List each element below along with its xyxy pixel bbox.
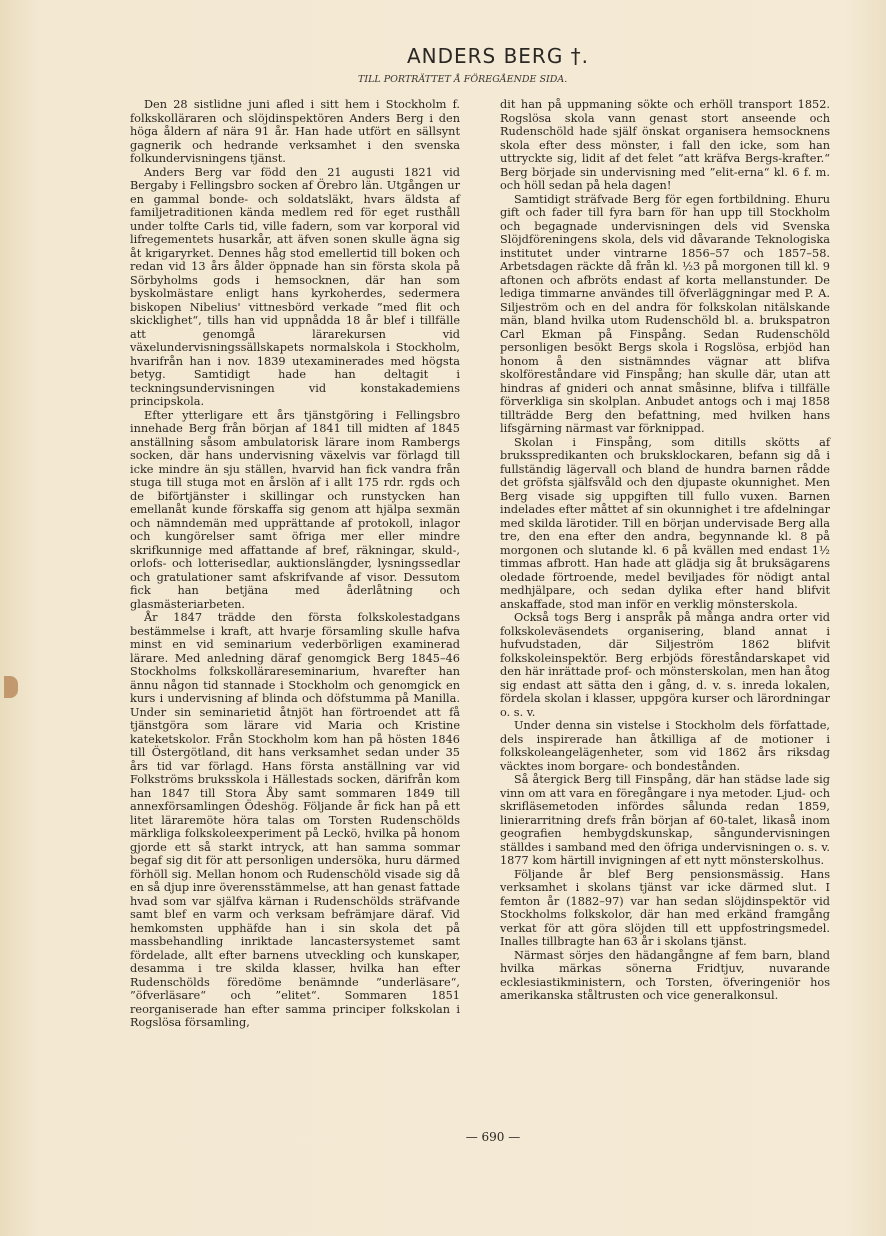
paragraph: dit han på uppmaning sökte och erhöll transport 1852. Rogslösa skola vann genast stort anseende och Rudenschöld hade själf önskat organisera hemsocknens skola efter dess mönster, i fall den icke, som han uttryckte sig, lidit af det felet ”att kräfva Bergs-krafter.“ Berg började sin undervisning med ”elit-erna“ kl. 6 f. m. och höll sedan på hela dagen! xyxy=(500,98,830,192)
paragraph: Samtidigt sträfvade Berg för egen fortbildning. Ehuru gift och fader till fyra barn för han upp till Stockholm och begagnade undervisningen dels vid Svenska Slöjdföreningens skola, dels vid dåvarande Teknologiska institutet under vintrarne 1856–57 och 1857–58. Arbetsdagen räckte då från kl. ½3 på morgonen till kl. 9 aftonen och afbröts endast af korta mellanstunder. De lediga timmarne användes till öfverläggningar med P. A. Siljeström och en del andra för folkskolan nitälskande män, bland hvilka utom Rudenschöld bl. a. brukspatron Carl Ekman på Finspång. Sedan Rudenschöld personligen besökt Bergs skola i Rogslösa, erbjöd han honom å den sistnämndes vägnar att blifva skolföreståndare vid Finspång; han skulle där, utan att hindras af gnideri och annat småsinne, blifva i tillfälle förverkliga sin skolplan. Anbudet antogs och i maj 1858 tillträdde Berg den befattning, med hvilken hans lifsgärning närmast var förknippad. xyxy=(500,192,830,435)
paragraph: Anders Berg var född den 21 augusti 1821 vid Bergaby i Fellingsbro socken af Örebro län. Utgången ur en gammal bonde- och soldatsläkt, hvars äldsta af familjetraditionen kända medlem red för eget rusthåll under tolfte Carls tid, ville fadern, som var korporal vid lifregementets husarkår, att äfven sonen skulle ägna sig åt krigaryrket. Dennes håg stod emellertid till boken och redan vid 13 års ålder öppnade han sin första skola på Sörbyholms gods i hemsocknen, där han som byskolmästare enligt hans kyrkoherdes, sedermera biskopen Nibelius' vittnesbörd verkade ”med flit och skicklighet“, tills han vid uppnådda 18 år blef i tillfälle att genomgå lärarekursen vid växelundervisningssällskapets normalskola i Stockholm, hvarifrån han i nov. 1839 utexaminerades med högsta betyg. Samtidigt hade han deltagit i teckningsundervisningen vid konstakademiens principskola. xyxy=(130,165,460,408)
paragraph: Skolan i Finspång, som ditills skötts af bruksspredikanten och bruksklockaren, befann sig då i fullständig lägervall och bland de hundra barnen rådde det gröfsta själfsvåld och den djupaste okunnighet. Men Berg visade sig uppgiften till fullo vuxen. Barnen indelades efter måttet af sin okunnighet i tre afdelningar med skilda lärotider. Till en början undervisade Berg alla tre, den ena efter den andra, begynnande kl. 8 på morgonen och slutande kl. 6 på kvällen med endast 1½ timmas afbrott. Han hade att glädja sig åt bruksägarens oledade förtroende, medel beviljades för nödigt antal medhjälpare, och sedan dylika efter hand blifvit anskaffade, stod man inför en verklig mönsterskola. xyxy=(500,435,830,611)
paragraph: Också togs Berg i anspråk på många andra orter vid folkskoleväsendets organisering, bland annat i hufvudstaden, där Siljeström 1862 blifvit folkskoleinspektör. Berg erbjöds föreståndarskapet vid den här inrättade prof- och mönsterskolan, men han åtog sig endast att sätta den i gång, d. v. s. inreda lokalen, fördela skolan i klasser, uppgöra kurser och lärordningar o. s. v. xyxy=(500,611,830,719)
paragraph: Närmast sörjes den hädangångne af fem barn, bland hvilka märkas sönerna Fridtjuv, nuvarande ecklesiastikministern, och Torsten, öfveringeniör hos amerikanska ståltrusten och vice generalkonsul. xyxy=(500,948,830,1002)
right-column xyxy=(500,98,830,1003)
paragraph: Efter ytterligare ett års tjänstgöring i Fellingsbro innehade Berg från början af 1841 till midten af 1845 anställning såsom ambulatorisk lärare inom Rambergs socken, där hans undervisning växelvis var förlagd till icke mindre än sju ställen, hvarvid han fick vandra från stuga till stuga mot en årslön af i allt 175 rdr. rgds och de biförtjänster i skillingar och runstycken han emellanåt kunde förskaffa sig genom att hjälpa sexmän och nämndemän med upprättande af protokoll, inlagor och kungörelser samt öfriga mer eller mindre skrifkunnige med affattande af bref, räkningar, skuld-, orlofs- och lotterisedlar, auktionslängder, lysningssedlar och gratulationer samt afskrifvande af visor. Dessutom fick han betjäna med åderlåtning och glasmästeriarbeten. xyxy=(130,408,460,611)
paragraph: År 1847 trädde den första folkskolestadgans bestämmelse i kraft, att hvarje församling skulle hafva minst en vid seminarium vederbörligen examinerad lärare. Med anledning däraf genomgick Berg 1845–46 Stockholms folkskollärareseminarium, hvarefter han ännu någon tid stannade i Stockholm och genomgick en kurs i undervisning af blinda och döfstumma på Manilla. Under sin seminarietid åtnjöt han förtroendet att få tjänstgöra som lärare vid Maria och Kristine kateketskolor. Från Stockholm kom han på hösten 1846 till Östergötland, dit hans verksamhet sedan under 35 års tid var förlagd. Hans första anställning var vid Folkströms bruksskola i Hällestads socken, därifrån kom han 1847 till Stora Åby samt sommaren 1849 till annexförsamlingen Ödeshög. Följande år fick han på ett litet läraremöte höra talas om Torsten Rudenschölds märkliga folkskoleexperiment på Leckö, hvilka på honom gjorde ett så starkt intryck, att han samma sommar begaf sig dit för att personligen undersöka, huru därmed förhöll sig. Mellan honom och Rudenschöld visade sig då en så djup inre överensstämmelse, att han genast fattade hvad som var själfva kärnan i Rudenschölds sträfvande samt blef en varm och verksam befrämjare däraf. Vid hemkomsten upphäfde han i sin skola det på massbehandling inriktade lancastersystemet samt fördelade, allt efter barnens utveckling och kunskaper, desamma i tre skilda klasser, hvilka han efter Rudenschölds föredöme benämnde ”underläsare“, ”öfverläsare“ och ”elitet“. Sommaren 1851 reorganiserade han efter samma principer folkskolan i Rogslösa församling, xyxy=(130,611,460,1029)
article-header xyxy=(0,44,886,85)
article-title: ANDERS BERG †. xyxy=(406,44,590,68)
paper-tab-mark xyxy=(4,676,18,698)
page-number: — 690 — xyxy=(465,1130,521,1144)
article-subtitle: TILL PORTRÄTTET Å FÖREGÅENDE SIDA. xyxy=(358,74,568,85)
paragraph: Under denna sin vistelse i Stockholm dels författade, dels inspirerade han åtkilliga af de motioner i folkskoleangelägenheter, som vid 1862 års riksdag väcktes inom borgare- och bondestånden. xyxy=(500,719,830,773)
paragraph: Så återgick Berg till Finspång, där han städse lade sig vinn om att vara en föregångare i nya metoder. Ljud- och skrifläsemetoden infördes sålunda redan 1859, linierarritning drefs från början af 60-talet, likaså inom geografien hembygdskunskap, sångundervisningen ställdes i samband med den öfriga undervisningen o. s. v. 1877 kom härtill invigningen af ett nytt mönsterskolhus. xyxy=(500,773,830,867)
paragraph: Följande år blef Berg pensionsmässig. Hans verksamhet i skolans tjänst var icke därmed slut. I femton år (1882–97) var han sedan slöjdinspektör vid Stockholms folkskolor, där han med erkänd framgång verkat för att göra slöjden till ett uppfostringsmedel. Inalles tillbragte han 63 år i skolans tjänst. xyxy=(500,867,830,948)
paragraph: Den 28 sistlidne juni afled i sitt hem i Stockholm f. folkskolläraren och slöjdinspektören Anders Berg i den höga åldern af nära 91 år. Han hade utfört en sällsynt gagnerik och hedrande verksamhet i den svenska folkundervisningens tjänst. xyxy=(130,98,460,165)
left-column xyxy=(130,98,460,1030)
